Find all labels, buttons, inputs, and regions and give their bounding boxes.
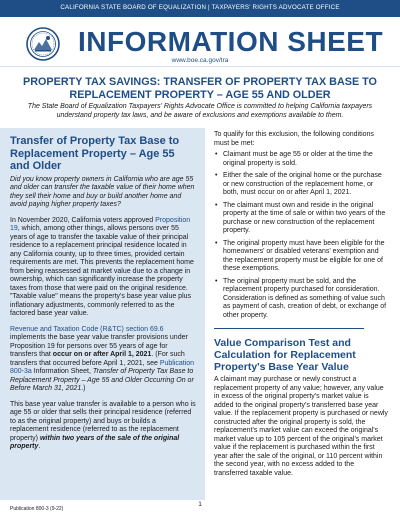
conditions-intro: To qualify for this exclusion, the following conditions must be met:	[214, 131, 374, 147]
paragraph: Revenue and Taxation Code (R&TC) section 69.6 implements the base year value transfer provisions under Proposition 19 for persons over 55 years of age for transfers that occur on or after April 1, 2021. (For such transfers that occurred before April 1, 2021, see Publication 800-3a Information Sheet, Transfer of Property Tax Base to Replacement Property – Age 55 and Older Occurring On or Before March 31, 2021.)	[10, 325, 195, 392]
paragraph: A claimant may purchase or newly construct a replacement property of any value; however, any value in excess of the original property's market value is added to the original property's transferred base year value. If the replacement property is purchased or newly constructed after the original property is sold, the replacement's market value can exceed the original's market value up to 105 percent of the original's market value if the replacement is purchased within the first year after the sale of the original, or 110 percent within the second year, with no excess added to the transferred taxable value.	[214, 376, 388, 477]
lead-paragraph: Did you know property owners in California who are age 55 and older can transfer the taxable value of their home when they sell their home and buy or build another home and avoid paying higher property taxes?	[10, 175, 195, 208]
page-title: PROPERTY TAX SAVINGS: TRANSFER OF PROPERTY TAX BASE TO REPLACEMENT PROPERTY – AGE 55 AND OLDER	[23, 76, 377, 101]
list-item: • Claimant must be age 55 or older at the time the original property is sold.	[214, 151, 389, 168]
publication-number: Publication 800-3 (9-22)	[10, 506, 64, 512]
page-number: 1	[198, 501, 202, 508]
list-item: • Either the sale of the original home or the purchase or new construction of the replacement home, or both, must occur on or after April 1, 2021.	[214, 172, 389, 198]
divider	[214, 328, 364, 329]
list-item: • The original property must be sold, and the replacement property purchased for consideration. Consideration is defined as something of value such as payment of cash, creation of debt, or exchange of other property.	[214, 278, 389, 321]
section-heading: Transfer of Property Tax Base to Replacement Property – Age 55 and Older	[10, 135, 180, 172]
sheet-title: INFORMATION SHEET	[78, 26, 384, 57]
website-link[interactable]: www.boe.ca.gov/tra	[171, 57, 229, 64]
section-heading: Value Comparison Test and Calculation for Replacement Property's Base Year Value	[214, 337, 356, 373]
publication-link[interactable]: Publication 800-3a	[10, 359, 195, 375]
paragraph: This base year value transfer is available to a person who is age 55 or older that sells their principal residence (referred to as the original property) and buys or builds a replacement residence (referred to as the replacement property) within two years of the sale of the original property.	[10, 400, 196, 450]
list-item: • The original property must have been eligible for the homeowners' or disabled veterans' exemption and the replacement property must be eligible for one of these exemptions.	[214, 240, 389, 274]
intro-text: The State Board of Equalization Taxpayers' Rights Advocate Office is committed to helping California taxpayers understand property tax laws, and be aware of exclusions and exemptions available to them.	[27, 103, 373, 119]
proposition-link[interactable]: Proposition 19	[10, 216, 191, 232]
right-column	[214, 131, 389, 478]
agency-name: CALIFORNIA STATE BOARD OF EQUALIZATION | TAXPAYERS' RIGHTS ADVOCATE OFFICE	[60, 4, 340, 11]
state-seal-icon	[26, 27, 60, 61]
rtc-link[interactable]: Revenue and Taxation Code (R&TC) section 69.6	[10, 325, 164, 333]
left-column	[10, 135, 196, 459]
paragraph: In November 2020, California voters approved Proposition 19, which, among other things, allows persons over 55 years of age to transfer the taxable value of their principal residence to a replacement principal residence located in any California county, up to three times, provided certain requirements are met. This prevents the replacement home from being reassessed at market value due to a change in ownership, which can significantly increase the property taxes from those that were paid on the original residence. "Taxable value" means the property's base year value plus inflationary adjustments, commonly referred to as the factored base year value.	[10, 216, 194, 317]
conditions-list	[214, 151, 389, 320]
list-item: • The claimant must own and reside in the original property at the time of sale or within two years of the purchase or new construction of the replacement property.	[214, 202, 389, 236]
